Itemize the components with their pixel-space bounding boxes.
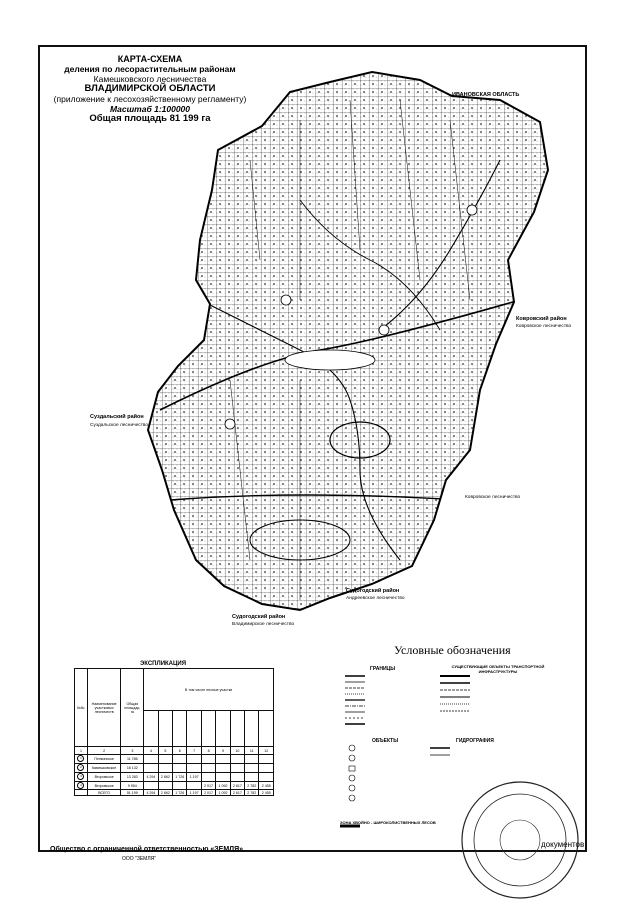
title-line-5: (приложение к лесохозяйственному регламенту): [53, 94, 247, 104]
label-kovrov-forestry: Ковровское лесничество: [516, 324, 572, 329]
stamp-text: документов: [541, 840, 585, 849]
company-short: ООО "ЗЕМЛЯ": [122, 856, 157, 862]
explication-table: №№ Наименование участковых лесничеств Общая площадь, га В том числе лесные участки 1 2 3 4 5 6 7 8 9 10 11 12 1 Пенкинское 11 786 2 Камешковское 16 132 3 Второвское 13 283 4 294 2 662 1 726 1 197 4 Второвское 9 954 2 017 1 092 2 617 2 782 2 455 ВСЕГО 51 199 4 294 2 662 1 726 1 197 2 017 1 092 2 617 2 782 2 455: [74, 668, 274, 796]
title-area: Общая площадь 81 199 га: [89, 113, 211, 124]
label-suzdal-forestry: Суздальское лесничество: [90, 423, 149, 428]
label-suzdal-district: Суздальский район: [90, 414, 144, 420]
label-andreevskoe-forestry: Андреевское лесничество: [346, 596, 405, 601]
legend-title: Условные обозначения: [394, 643, 511, 657]
title-line-1: КАРТА-СХЕМА: [117, 54, 183, 64]
title-line-3: Камешковского лесничества: [93, 74, 207, 84]
explication-subheader: В том числе лесные участки: [144, 669, 274, 711]
table-row: 4 Второвское 9 954 2 017 1 092 2 617 2 782 2 455: [75, 781, 274, 790]
legend-borders-header: ГРАНИЦЫ: [370, 666, 396, 672]
company-name: Общество с ограниченной ответственностью «ЗЕМЛЯ»: [50, 846, 243, 853]
label-vladimir-forestry: Владимирское лесничество: [232, 622, 295, 627]
table-row-total: ВСЕГО 51 199 4 294 2 662 1 726 1 197 2 017 1 092 2 617 2 782 2 455: [75, 790, 274, 796]
title-line-4: ВЛАДИМИРСКОЙ ОБЛАСТИ: [84, 83, 216, 94]
label-kovrov-district: Ковровский район: [516, 316, 567, 322]
label-ivanovo-region: ИВАНОВСКАЯ ОБЛАСТЬ: [452, 92, 520, 98]
label-sudogda-district-2: Судогодский район: [232, 614, 286, 620]
table-row: 3 Второвское 13 283 4 294 2 662 1 726 1 197: [75, 772, 274, 781]
legend-objects-header: ОБЪЕКТЫ: [372, 738, 399, 744]
table-row: 1 Пенкинское 11 786: [75, 755, 274, 764]
legend-zone-text: ЗОНА ХВОЙНО - ШИРОКОЛИСТВЕННЫХ ЛЕСОВ: [340, 820, 436, 825]
label-sudogda-district: Судогодский район: [346, 588, 400, 594]
legend-hydro-header: ГИДРОГРАФИЯ: [456, 738, 494, 744]
explication-title: ЭКСПЛИКАЦИЯ: [140, 661, 187, 667]
legend-transport-header: СУЩЕСТВУЮЩИЕ ОБЪЕКТЫ ТРАНСПОРТНОЙ ИНФРАСТРУКТУРЫ: [451, 664, 545, 674]
label-kovrov-forestry-2: Ковровское лесничество: [465, 495, 521, 500]
title-scale: Масштаб 1:100000: [109, 104, 191, 114]
table-row: 2 Камешковское 16 132: [75, 763, 274, 772]
title-line-2: деления по лесорастительным районам: [64, 64, 236, 74]
